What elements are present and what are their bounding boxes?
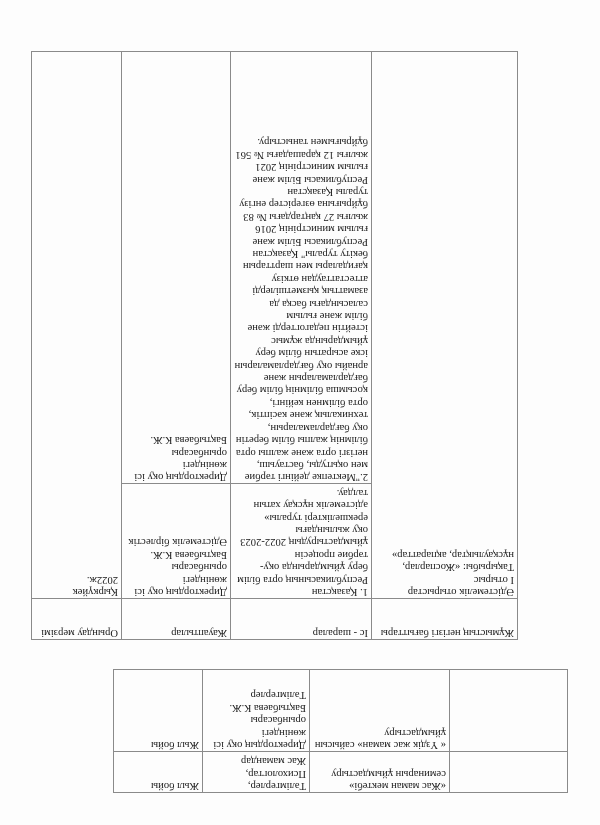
header-activity: Іс - шаралар — [231, 599, 372, 640]
table-row — [114, 670, 568, 752]
deadline-cell: Жыл бойы — [114, 670, 203, 752]
activity-cell: 1. Қазақстан Республикасының орта білім беру ұйымдарында оқу-тәрбие процесін ұйымдастырудың 2022-2023 оқу жылындағы ерекшеліктері туралы» әдістемелік нұсқау хатын талдау. — [231, 484, 372, 599]
activity-cell: 2."Мектепке дейінгі тәрбие мен оқытуды, бастауыш, негізгі орта және жалпы орта білімнің жалпы білім беретін оқу бағдарламаларын, техникалық және кәсіптік, орта білімнен кейінгі, қосымша білімнің білім беру бағдарламаларын және арнайы оқу бағдарламаларын іске асыратын білім беру ұйымдарында жұмыс істейтін педагогтерді және білім және ғылым саласындағы басқа да азаматтық қызметшілерді аттестаттаудан өткізу қағидалары мен шарттарын бекіту туралы" Қазақстан Республикасы Білім және ғылым министрінің 2016 жылғы 27 қаңтардағы № 83 бұйрығына өзгерістер енгізу туралы Қазақстан Республикасы Білім және ғылым министрінің 2021 жылғы 12 қарашадағы № 561 бұйрығымен таныстыру. — [231, 52, 372, 484]
direction-cell: Әдістемелік отырыстар I отырыс Тақырыбы: «Жоспарлар, нұсқаулықтар, ақпараттар» — [372, 52, 518, 599]
direction-cell — [450, 752, 568, 793]
deadline-cell: Жыл бойы — [114, 752, 203, 793]
direction-cell — [450, 670, 568, 752]
table-header-row — [32, 599, 518, 640]
table-row — [114, 752, 568, 793]
table-row — [32, 484, 518, 599]
header-deadline: Орындау мерзімі — [32, 599, 122, 640]
activity-cell: «Жас маман мектебі» семинарын ұйымдастыру — [310, 752, 450, 793]
continuation-table — [113, 669, 568, 793]
responsible-cell: Директордың оқу ісі жөніндегі орынбасары Бақтыбаева К.Ж. Әдістемелік бірлестік — [122, 484, 231, 599]
responsible-cell: Директордың оқу ісі жөніндегі орынбасары Бақтыбаева К.Ж. — [122, 52, 231, 484]
deadline-cell: Қыркүйек 2022ж. — [32, 52, 122, 599]
work-plan-table — [31, 51, 518, 640]
responsible-cell: Тәлімгерлер, Психологтар, Жас мамандар — [203, 752, 310, 793]
responsible-cell: Директордың оқу ісі жөніндегі орынбасары Бақтыбаева К.Ж. Тәлімгерлер — [203, 670, 310, 752]
header-responsible: Жауаптылар — [122, 599, 231, 640]
header-direction: Жұмыстың негізгі бағыттары — [372, 599, 518, 640]
activity-cell: « Үздік жас маман» сайысын ұйымдастыру — [310, 670, 450, 752]
